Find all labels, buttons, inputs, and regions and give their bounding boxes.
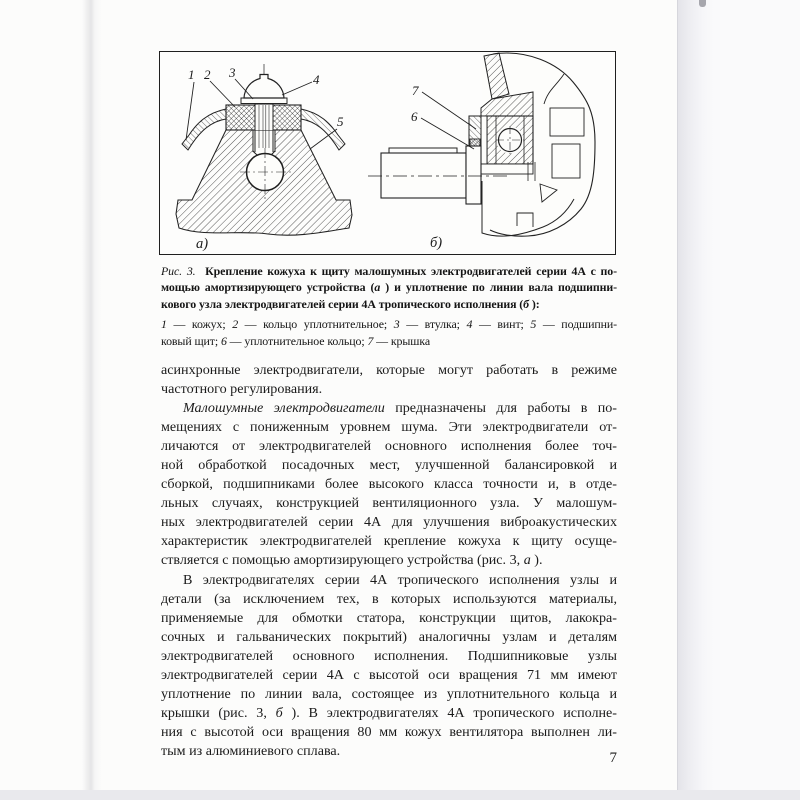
page-number: 7: [609, 750, 617, 766]
text-line: льных случаях, конструкцией вентиляционного узла. У малошум-: [161, 495, 617, 512]
text-line: мощью амортизирующего устройства (а ) и уплотнение по линии вала подшипни-: [161, 280, 617, 295]
screw-dome: [244, 75, 284, 99]
text-line: крышки (рис. 3, б ). В электродвигателях 4А тропического исполне-: [161, 704, 617, 721]
figure-frame: [159, 51, 616, 255]
text-line: электродвигателей основного исполнения. Подшипниковые узлы: [161, 647, 617, 664]
text-line: уплотнение по линии вала, состоящее из уплотнительного кольца и: [161, 685, 617, 702]
part-label-5: 5: [337, 114, 344, 129]
text-line: электродвигателей серии 4А с высотой оси вращения 71 мм имеют: [161, 666, 617, 683]
scrollbar-thumb[interactable]: [699, 0, 706, 7]
drawing-b: [368, 53, 595, 251]
text-line: ных электродвигателей серии 4А для улучшения виброакустических: [161, 514, 617, 531]
shaft-shoulder: [466, 146, 481, 204]
leader-lines-b: [421, 92, 476, 149]
part-label-2: 2: [204, 67, 211, 82]
text-line: ния с высотой оси вращения 80 мм кожух вентилятора выполнен ли-: [161, 723, 617, 740]
text-line: В электродвигателях серии 4А тропического исполнения узлы и: [183, 571, 617, 588]
part-label-6: 6: [411, 109, 418, 124]
part-label-3: 3: [229, 65, 236, 80]
photo-edge-shadow: [678, 0, 714, 790]
background-strip: [0, 790, 800, 800]
text-line: Малошумные электродвигатели предназначены для работы в по-: [183, 400, 617, 417]
text-line: Рис. 3. Крепление кожуха к щиту малошумных электродвигателей серии 4А с по-: [161, 264, 618, 278]
part-label-1: 1: [188, 67, 195, 82]
text-line: сочных и гальванических покрытий) аналогичны узлам и деталям: [161, 628, 617, 645]
text-line: 1 — кожух; 2 — кольцо уплотнительное; 3 — втулка; 4 — винт; 5 — подшипни-: [161, 317, 617, 332]
text-line: тым из алюминиевого сплава.: [161, 742, 341, 759]
figure-caption: [161, 263, 617, 349]
figure-3-technical-drawing: [160, 52, 615, 254]
drawing-a: [176, 64, 352, 252]
part-label-4: 4: [313, 72, 320, 87]
text-line: ковый щит; 6 — уплотнительное кольцо; 7 — крышка: [161, 333, 430, 348]
text-line: ствляется с помощью амортизирующего устройства (рис. 3, а ).: [161, 552, 543, 569]
washer: [241, 98, 287, 104]
text-line: сборкой, подшипниками более высокого класса точности и, в отде-: [161, 476, 617, 493]
sub-label-b: б): [430, 235, 443, 251]
part-label-7: 7: [412, 83, 419, 98]
text-line: ной обработкой посадочных мест, улучшенной балансировкой и: [161, 457, 617, 474]
text-line: кового узла электродвигателей серии 4А тропического исполнения (б ):: [161, 296, 540, 311]
sub-label-a: а): [196, 236, 209, 252]
text-line: мещениях с пониженным уровнем шума. Эти электродвигатели от-: [161, 419, 617, 436]
page-curl-shadow: [82, 0, 102, 790]
text-line: применяемые для обмотки статора, конструкции щитов, лакокра-: [161, 609, 617, 626]
text-line: асинхронные электродвигатели, которые могут работать в режиме: [161, 362, 617, 378]
motor-shaft: [381, 153, 466, 198]
body-text: [161, 361, 617, 761]
text-line: личаются от электродвигателей основного исполнения более точ-: [161, 438, 617, 455]
text-line: характеристик электродвигателей крепление кожуха к щиту осуще-: [161, 533, 617, 550]
text-line: детали (за исключением тех, в которых используются материалы,: [161, 590, 617, 607]
text-line: частотного регулирования.: [161, 381, 323, 398]
